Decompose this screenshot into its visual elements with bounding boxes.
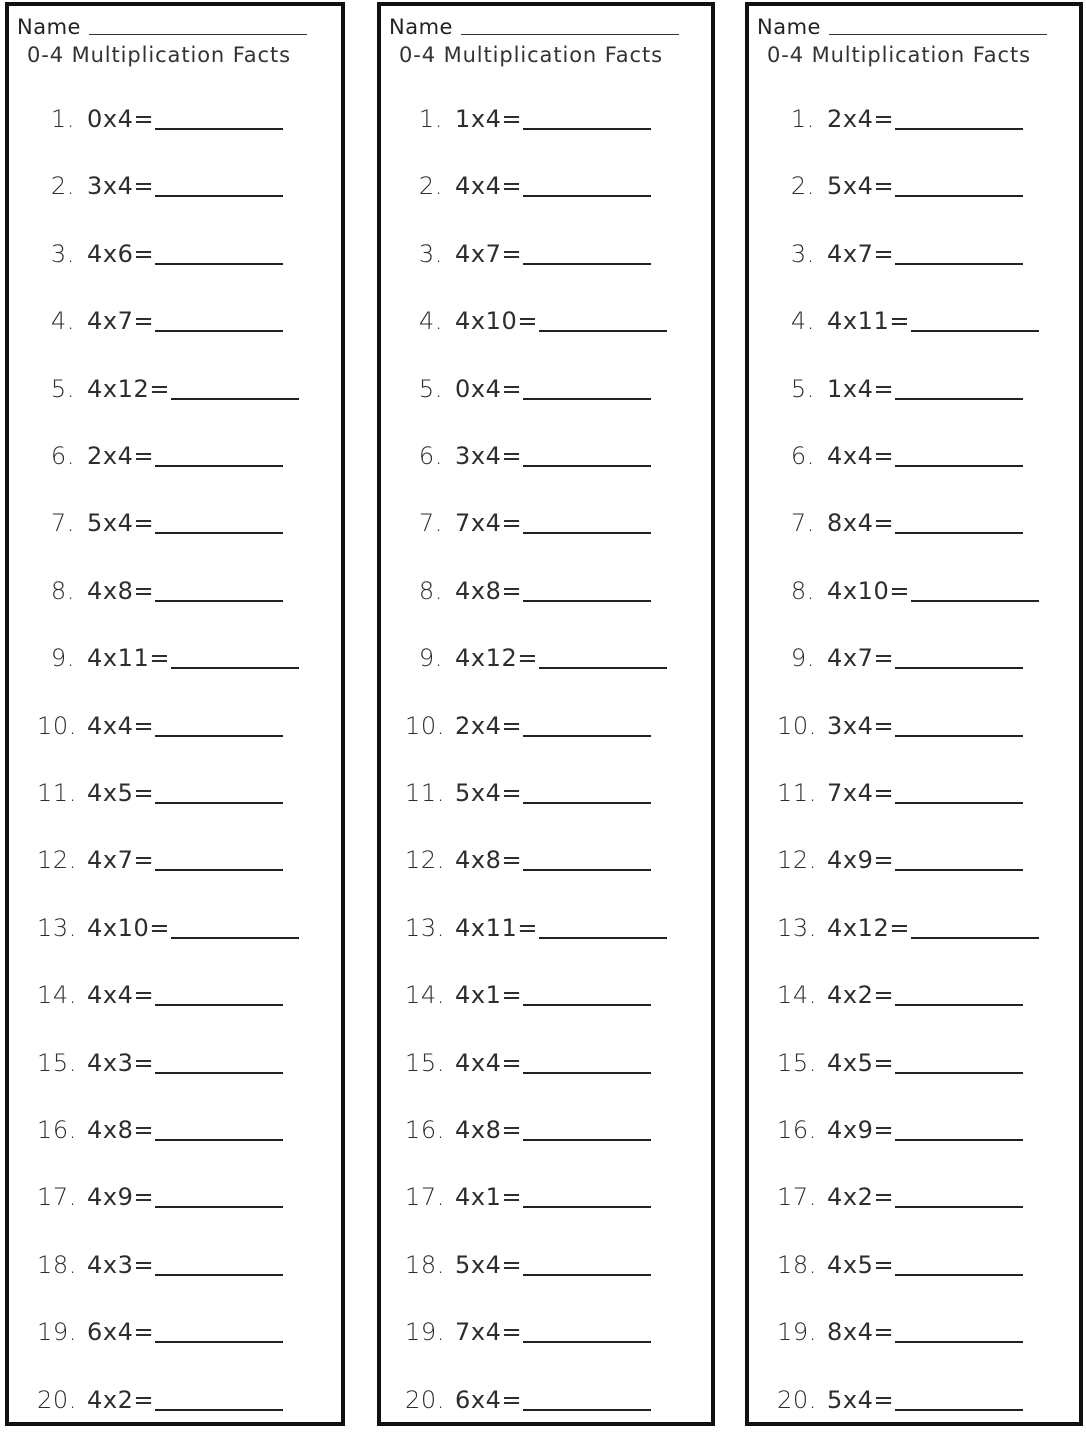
problem-row	[777, 508, 1023, 542]
multiplication-fact: 4x2=	[827, 1183, 895, 1211]
problem-number: 7.	[790, 509, 815, 537]
problem-number: 17.	[777, 1183, 817, 1211]
answer-blank[interactable]	[539, 306, 667, 332]
answer-blank[interactable]	[895, 1182, 1023, 1208]
multiplication-fact: 8x4=	[827, 509, 895, 537]
problem-number: 16.	[777, 1116, 817, 1144]
multiplication-fact: 4x12=	[827, 914, 911, 942]
answer-blank[interactable]	[523, 845, 651, 871]
multiplication-fact: 7x4=	[455, 1318, 523, 1346]
multiplication-fact: 4x11=	[827, 307, 911, 335]
problem-number: 14.	[777, 981, 817, 1009]
worksheet-strip-2	[377, 2, 715, 1426]
problem-number: 18.	[405, 1251, 445, 1279]
problem-row	[405, 171, 651, 205]
answer-blank[interactable]	[523, 1048, 651, 1074]
answer-blank[interactable]	[155, 1115, 283, 1141]
problem-row	[777, 239, 1023, 273]
name-row	[757, 14, 1047, 40]
multiplication-fact: 7x4=	[827, 779, 895, 807]
multiplication-fact: 4x2=	[87, 1386, 155, 1414]
problem-number: 12.	[777, 846, 817, 874]
problem-number: 4.	[418, 307, 443, 335]
multiplication-fact: 4x9=	[87, 1183, 155, 1211]
problem-row	[777, 1182, 1023, 1216]
answer-blank[interactable]	[895, 1317, 1023, 1343]
answer-blank[interactable]	[171, 643, 299, 669]
answer-blank[interactable]	[523, 441, 651, 467]
multiplication-fact: 4x8=	[455, 577, 523, 605]
problem-row	[37, 374, 299, 408]
problem-number: 4.	[790, 307, 815, 335]
problem-row	[37, 980, 283, 1014]
problem-number: 6.	[50, 442, 75, 470]
answer-blank[interactable]	[539, 643, 667, 669]
answer-blank[interactable]	[155, 1182, 283, 1208]
multiplication-fact: 4x8=	[87, 1116, 155, 1144]
answer-blank[interactable]	[523, 374, 651, 400]
problem-number: 5.	[418, 375, 443, 403]
answer-blank[interactable]	[155, 845, 283, 871]
answer-blank[interactable]	[523, 711, 651, 737]
problem-number: 13.	[37, 914, 77, 942]
problem-number: 12.	[37, 846, 77, 874]
answer-blank[interactable]	[523, 239, 651, 265]
problem-row	[405, 980, 651, 1014]
multiplication-fact: 4x8=	[87, 577, 155, 605]
problem-row	[777, 441, 1023, 475]
multiplication-fact: 2x4=	[87, 442, 155, 470]
problem-number: 20.	[777, 1386, 817, 1414]
multiplication-fact: 4x12=	[87, 375, 171, 403]
problem-number: 13.	[405, 914, 445, 942]
problem-row	[37, 104, 283, 138]
problem-row	[405, 913, 667, 947]
answer-blank[interactable]	[155, 239, 283, 265]
problem-number: 15.	[37, 1049, 77, 1077]
multiplication-fact: 5x4=	[455, 1251, 523, 1279]
problem-row	[37, 913, 299, 947]
answer-blank[interactable]	[895, 980, 1023, 1006]
name-write-line[interactable]	[461, 14, 679, 35]
answer-blank[interactable]	[523, 1385, 651, 1411]
problem-number: 9.	[790, 644, 815, 672]
problem-number: 3.	[50, 240, 75, 268]
name-label: Name	[17, 15, 81, 39]
problem-number: 19.	[777, 1318, 817, 1346]
answer-blank[interactable]	[895, 239, 1023, 265]
problem-row	[405, 508, 651, 542]
answer-blank[interactable]	[155, 104, 283, 130]
answer-blank[interactable]	[895, 171, 1023, 197]
multiplication-fact: 4x6=	[87, 240, 155, 268]
multiplication-fact: 4x7=	[87, 307, 155, 335]
answer-blank[interactable]	[895, 845, 1023, 871]
problem-number: 5.	[790, 375, 815, 403]
problem-number: 10.	[777, 712, 817, 740]
multiplication-fact: 4x4=	[827, 442, 895, 470]
problem-number: 18.	[777, 1251, 817, 1279]
problem-number: 1.	[50, 105, 75, 133]
answer-blank[interactable]	[523, 1115, 651, 1141]
multiplication-fact: 4x4=	[455, 172, 523, 200]
problem-number: 17.	[405, 1183, 445, 1211]
problem-number: 19.	[37, 1318, 77, 1346]
answer-blank[interactable]	[155, 508, 283, 534]
problem-row	[37, 1182, 283, 1216]
problem-number: 6.	[790, 442, 815, 470]
answer-blank[interactable]	[895, 374, 1023, 400]
problem-row	[37, 171, 283, 205]
problem-number: 4.	[50, 307, 75, 335]
sheet-title: 0-4 Multiplication Facts	[27, 43, 291, 67]
problem-row	[37, 643, 299, 677]
answer-blank[interactable]	[523, 508, 651, 534]
multiplication-fact: 4x10=	[827, 577, 911, 605]
multiplication-fact: 3x4=	[455, 442, 523, 470]
problem-row	[405, 1182, 651, 1216]
answer-blank[interactable]	[155, 171, 283, 197]
multiplication-fact: 4x9=	[827, 846, 895, 874]
problem-row	[777, 845, 1023, 879]
worksheet-strip-1	[5, 2, 345, 1426]
multiplication-fact: 5x4=	[87, 509, 155, 537]
problem-row	[37, 1317, 283, 1351]
problem-number: 10.	[37, 712, 77, 740]
multiplication-fact: 4x4=	[87, 981, 155, 1009]
problem-number: 16.	[37, 1116, 77, 1144]
problem-row	[37, 1048, 283, 1082]
problem-number: 7.	[50, 509, 75, 537]
name-row	[17, 14, 307, 40]
problem-row	[405, 1048, 651, 1082]
problem-row	[777, 1048, 1023, 1082]
answer-blank[interactable]	[895, 441, 1023, 467]
answer-blank[interactable]	[155, 306, 283, 332]
multiplication-fact: 4x7=	[455, 240, 523, 268]
multiplication-fact: 3x4=	[87, 172, 155, 200]
problem-number: 20.	[405, 1386, 445, 1414]
problem-row	[405, 1317, 651, 1351]
problem-row	[777, 171, 1023, 205]
answer-blank[interactable]	[895, 711, 1023, 737]
problem-row	[405, 1115, 651, 1149]
answer-blank[interactable]	[155, 1048, 283, 1074]
sheet-title: 0-4 Multiplication Facts	[767, 43, 1031, 67]
problem-number: 6.	[418, 442, 443, 470]
answer-blank[interactable]	[155, 711, 283, 737]
answer-blank[interactable]	[155, 441, 283, 467]
answer-blank[interactable]	[155, 778, 283, 804]
multiplication-fact: 7x4=	[455, 509, 523, 537]
problem-row	[37, 508, 283, 542]
multiplication-fact: 4x7=	[827, 240, 895, 268]
multiplication-fact: 4x10=	[455, 307, 539, 335]
answer-blank[interactable]	[895, 778, 1023, 804]
problem-number: 14.	[37, 981, 77, 1009]
answer-blank[interactable]	[523, 778, 651, 804]
name-write-line[interactable]	[89, 14, 307, 35]
answer-blank[interactable]	[523, 1182, 651, 1208]
name-write-line[interactable]	[829, 14, 1047, 35]
problem-number: 16.	[405, 1116, 445, 1144]
answer-blank[interactable]	[895, 643, 1023, 669]
problem-number: 8.	[418, 577, 443, 605]
answer-blank[interactable]	[523, 1317, 651, 1343]
problem-row	[405, 239, 651, 273]
problem-number: 2.	[50, 172, 75, 200]
multiplication-fact: 0x4=	[455, 375, 523, 403]
answer-blank[interactable]	[895, 1115, 1023, 1141]
answer-blank[interactable]	[523, 1250, 651, 1276]
multiplication-fact: 0x4=	[87, 105, 155, 133]
problem-number: 20.	[37, 1386, 77, 1414]
answer-blank[interactable]	[911, 306, 1039, 332]
problem-row	[405, 306, 667, 340]
multiplication-fact: 8x4=	[827, 1318, 895, 1346]
problem-row	[37, 306, 283, 340]
multiplication-fact: 6x4=	[87, 1318, 155, 1346]
problem-number: 10.	[405, 712, 445, 740]
multiplication-fact: 4x12=	[455, 644, 539, 672]
problem-row	[777, 1115, 1023, 1149]
problem-number: 5.	[50, 375, 75, 403]
problem-row	[777, 1385, 1023, 1419]
problem-number: 12.	[405, 846, 445, 874]
problem-number: 11.	[405, 779, 445, 807]
problem-number: 2.	[418, 172, 443, 200]
multiplication-fact: 4x2=	[827, 981, 895, 1009]
problem-number: 18.	[37, 1251, 77, 1279]
multiplication-fact: 3x4=	[827, 712, 895, 740]
problem-number: 13.	[777, 914, 817, 942]
multiplication-fact: 4x9=	[827, 1116, 895, 1144]
problem-row	[37, 576, 283, 610]
multiplication-fact: 4x3=	[87, 1049, 155, 1077]
problem-number: 8.	[790, 577, 815, 605]
answer-blank[interactable]	[539, 913, 667, 939]
multiplication-fact: 1x4=	[827, 375, 895, 403]
answer-blank[interactable]	[155, 1385, 283, 1411]
problem-row	[405, 845, 651, 879]
multiplication-fact: 2x4=	[455, 712, 523, 740]
multiplication-fact: 4x1=	[455, 1183, 523, 1211]
problem-row	[777, 374, 1023, 408]
problem-number: 1.	[790, 105, 815, 133]
problem-number: 19.	[405, 1318, 445, 1346]
problem-number: 15.	[777, 1049, 817, 1077]
multiplication-fact: 1x4=	[455, 105, 523, 133]
problem-row	[405, 1250, 651, 1284]
problem-row	[777, 104, 1023, 138]
problem-row	[777, 980, 1023, 1014]
name-row	[389, 14, 679, 40]
multiplication-fact: 4x7=	[87, 846, 155, 874]
problem-row	[37, 845, 283, 879]
sheet-title: 0-4 Multiplication Facts	[399, 43, 663, 67]
answer-blank[interactable]	[155, 980, 283, 1006]
answer-blank[interactable]	[911, 913, 1039, 939]
problem-number: 7.	[418, 509, 443, 537]
problem-row	[405, 643, 667, 677]
problem-row	[37, 778, 283, 812]
problem-number: 9.	[418, 644, 443, 672]
multiplication-fact: 4x5=	[87, 779, 155, 807]
name-label: Name	[389, 15, 453, 39]
multiplication-fact: 4x11=	[455, 914, 539, 942]
multiplication-fact: 4x8=	[455, 846, 523, 874]
multiplication-fact: 4x7=	[827, 644, 895, 672]
answer-blank[interactable]	[155, 576, 283, 602]
answer-blank[interactable]	[523, 171, 651, 197]
multiplication-fact: 4x11=	[87, 644, 171, 672]
answer-blank[interactable]	[155, 1317, 283, 1343]
problem-row	[405, 104, 651, 138]
multiplication-fact: 4x4=	[455, 1049, 523, 1077]
problem-number: 3.	[790, 240, 815, 268]
problem-row	[777, 1250, 1023, 1284]
problem-number: 14.	[405, 981, 445, 1009]
problem-row	[777, 306, 1039, 340]
answer-blank[interactable]	[523, 104, 651, 130]
problem-row	[37, 441, 283, 475]
answer-blank[interactable]	[895, 104, 1023, 130]
problem-number: 1.	[418, 105, 443, 133]
problem-row	[37, 1250, 283, 1284]
problem-number: 9.	[50, 644, 75, 672]
multiplication-fact: 4x4=	[87, 712, 155, 740]
problem-number: 15.	[405, 1049, 445, 1077]
multiplication-fact: 4x5=	[827, 1251, 895, 1279]
problem-number: 2.	[790, 172, 815, 200]
problem-number: 11.	[777, 779, 817, 807]
problem-row	[37, 1115, 283, 1149]
answer-blank[interactable]	[911, 576, 1039, 602]
problem-row	[37, 711, 283, 745]
answer-blank[interactable]	[523, 576, 651, 602]
multiplication-fact: 4x8=	[455, 1116, 523, 1144]
multiplication-fact: 4x1=	[455, 981, 523, 1009]
name-label: Name	[757, 15, 821, 39]
problem-row	[405, 441, 651, 475]
problem-number: 8.	[50, 577, 75, 605]
answer-blank[interactable]	[895, 508, 1023, 534]
multiplication-fact: 5x4=	[455, 779, 523, 807]
problem-row	[37, 239, 283, 273]
multiplication-fact: 2x4=	[827, 105, 895, 133]
multiplication-fact: 4x5=	[827, 1049, 895, 1077]
multiplication-fact: 4x10=	[87, 914, 171, 942]
problem-row	[777, 913, 1039, 947]
problem-row	[777, 1317, 1023, 1351]
problem-row	[405, 576, 651, 610]
problem-row	[37, 1385, 283, 1419]
problem-row	[777, 778, 1023, 812]
answer-blank[interactable]	[171, 913, 299, 939]
answer-blank[interactable]	[895, 1048, 1023, 1074]
problem-row	[405, 1385, 651, 1419]
problem-row	[777, 711, 1023, 745]
problem-row	[777, 643, 1023, 677]
multiplication-fact: 6x4=	[455, 1386, 523, 1414]
multiplication-fact: 4x3=	[87, 1251, 155, 1279]
problem-number: 17.	[37, 1183, 77, 1211]
answer-blank[interactable]	[155, 1250, 283, 1276]
multiplication-fact: 5x4=	[827, 1386, 895, 1414]
worksheet-strip-3	[745, 2, 1083, 1426]
problem-number: 11.	[37, 779, 77, 807]
multiplication-fact: 5x4=	[827, 172, 895, 200]
answer-blank[interactable]	[895, 1250, 1023, 1276]
answer-blank[interactable]	[895, 1385, 1023, 1411]
answer-blank[interactable]	[171, 374, 299, 400]
problem-row	[405, 374, 651, 408]
problem-row	[777, 576, 1039, 610]
problem-row	[405, 778, 651, 812]
problem-row	[405, 711, 651, 745]
answer-blank[interactable]	[523, 980, 651, 1006]
problem-number: 3.	[418, 240, 443, 268]
